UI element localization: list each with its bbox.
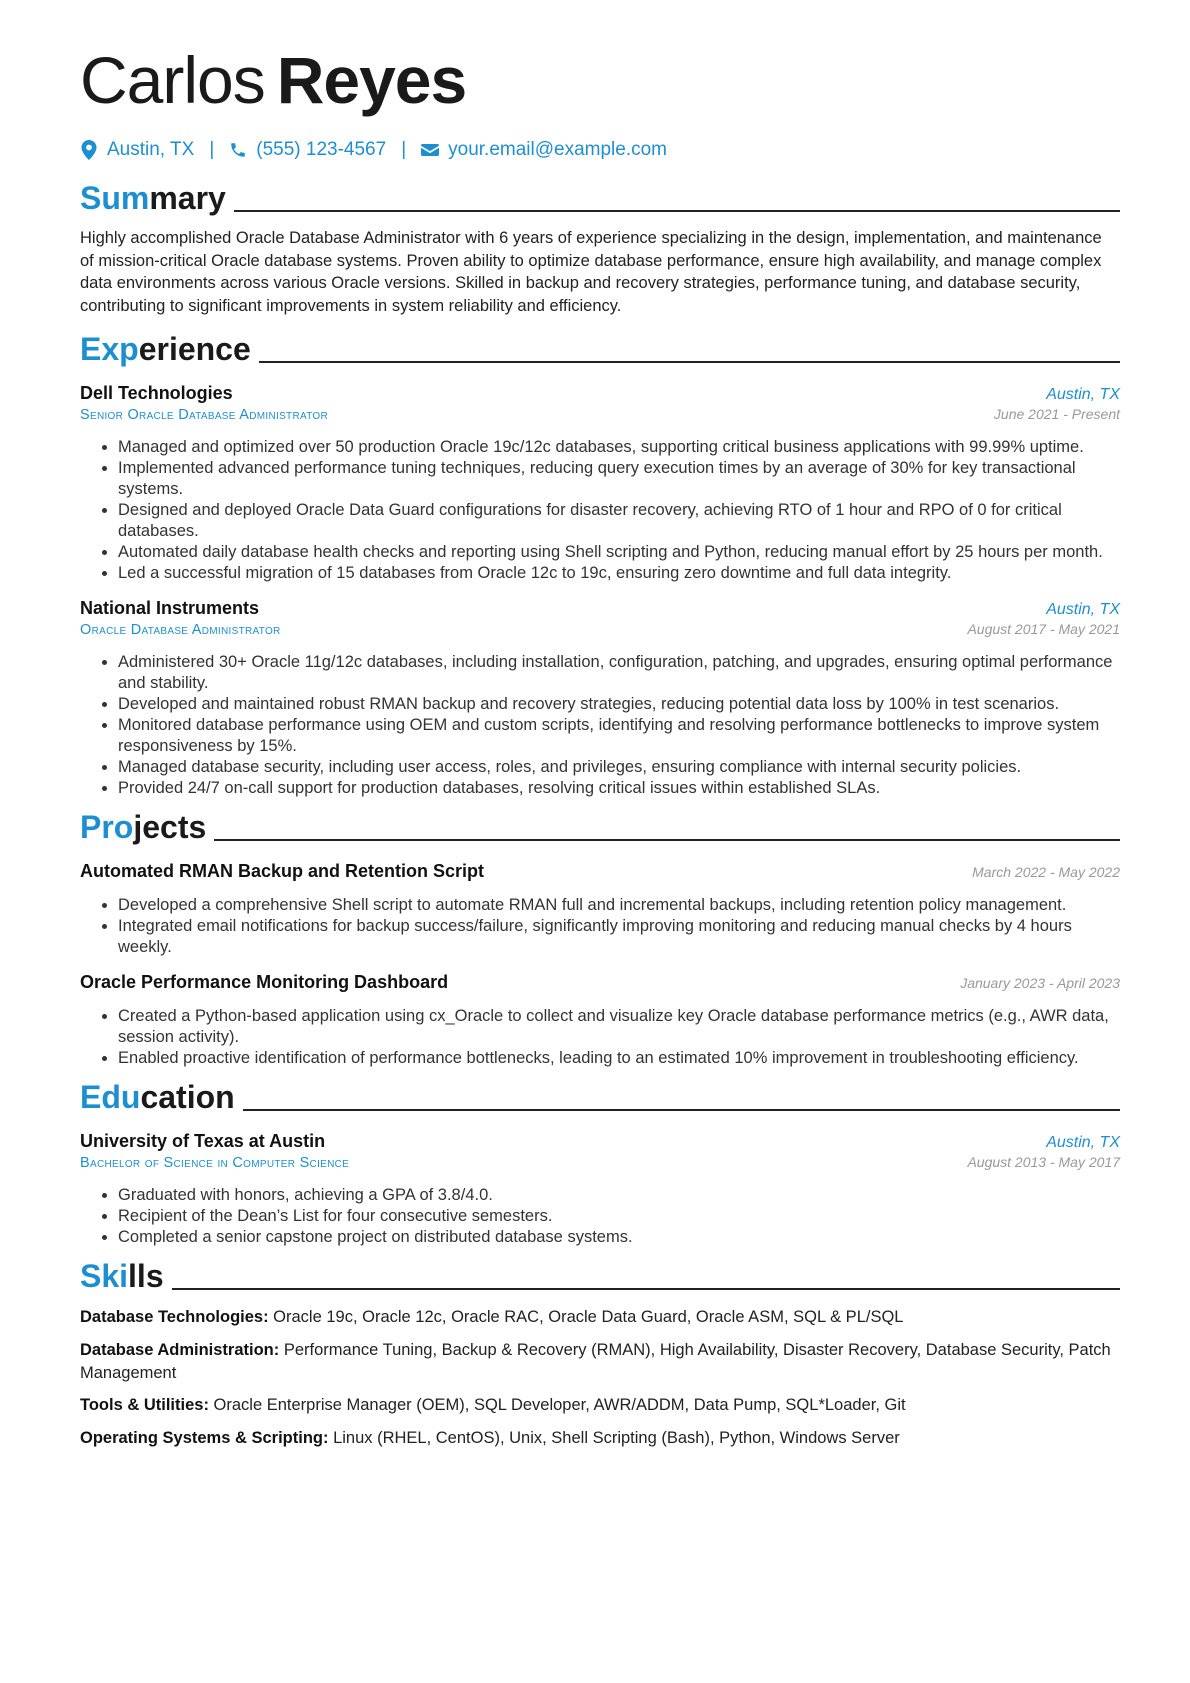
- project-bullets: [80, 895, 1120, 958]
- contact-phone[interactable]: [229, 139, 386, 161]
- candidate-name: [80, 40, 1120, 120]
- job-dates: August 2017 - May 2021: [967, 621, 1120, 638]
- last-name: Reyes: [276, 43, 467, 117]
- skill-values: Linux (RHEL, CentOS), Unix, Shell Scripting (Bash), Python, Windows Server: [333, 1428, 900, 1447]
- section-divider: [243, 1109, 1120, 1111]
- bullet-item: • Monitored database performance using OEM and custom scripts, identifying and resolving performance bottlenecks to improve system responsiveness by 15%.: [118, 715, 1120, 757]
- skill-category: Operating Systems & Scripting:: [80, 1428, 329, 1447]
- contact-separator: |: [209, 139, 215, 160]
- skill-row: [80, 1394, 1120, 1417]
- school-location: Austin, TX: [1046, 1134, 1120, 1152]
- skill-values: Oracle 19c, Oracle 12c, Oracle RAC, Oracle Data Guard, Oracle ASM, SQL & PL/SQL: [273, 1308, 904, 1327]
- project-entry: [80, 970, 1120, 1069]
- skill-row: [80, 1427, 1120, 1450]
- heading-rest: lls: [128, 1258, 164, 1295]
- section-summary-heading: [80, 176, 1120, 218]
- project-bullets: [80, 1006, 1120, 1069]
- bullet-item: • Integrated email notifications for backup success/failure, significantly improving monitoring and reducing manual checks by 4 hours weekly.: [118, 916, 1120, 958]
- heading-rest: cation: [140, 1079, 235, 1116]
- skill-values: Performance Tuning, Backup & Recovery (RMAN), High Availability, Disaster Recovery, Database Security, Patch Management: [80, 1340, 1111, 1382]
- degree-title: Bachelor of Science in Computer Science: [80, 1155, 350, 1172]
- section-education-heading: [80, 1075, 1120, 1117]
- section-experience-heading: [80, 327, 1120, 369]
- email-text: your.email@example.com: [448, 139, 667, 160]
- map-pin-icon: [80, 140, 98, 160]
- skill-category: Database Technologies:: [80, 1308, 269, 1327]
- envelope-icon: [421, 140, 439, 160]
- bullet-item: • Developed and maintained robust RMAN backup and recovery strategies, reducing potential data loss by 100% in test scenarios.: [118, 694, 1120, 715]
- section-divider: [172, 1288, 1120, 1290]
- job-bullets: [80, 437, 1120, 584]
- bullet-item: • Led a successful migration of 15 databases from Oracle 12c to 19c, ensuring zero downtime and full data integrity.: [118, 563, 1120, 584]
- contact-separator: |: [401, 139, 407, 160]
- section-projects-heading: [80, 805, 1120, 847]
- section-divider: [234, 210, 1120, 212]
- section-divider: [214, 839, 1120, 841]
- heading-rest: erience: [138, 331, 251, 368]
- phone-text: (555) 123-4567: [256, 139, 387, 160]
- first-name: Carlos: [80, 43, 265, 117]
- job-bullets: [80, 652, 1120, 799]
- project-title: Oracle Performance Monitoring Dashboard: [80, 972, 449, 993]
- project-entry: [80, 859, 1120, 958]
- bullet-item: • Managed database security, including user access, roles, and privileges, ensuring compliance with internal security policies.: [118, 757, 1120, 778]
- summary-text: Highly accomplished Oracle Database Administrator with 6 years of experience specializing in the design, implementation, and maintenance of mission-critical Oracle database systems. Proven ability to optimize database performance, ensure high availability, and manage complex data environments across various Oracle versions. Skilled in backup and recovery strategies, performance tuning, and database security, contributing to significant improvements in system reliability and efficiency.: [80, 229, 1102, 315]
- school-name: University of Texas at Austin: [80, 1131, 326, 1152]
- heading-accent: Edu: [80, 1079, 141, 1116]
- contact-email[interactable]: [421, 139, 667, 161]
- bullet-item: • Completed a senior capstone project on distributed database systems.: [118, 1227, 1120, 1248]
- heading-rest: jects: [133, 809, 207, 846]
- bullet-item: • Developed a comprehensive Shell script to automate RMAN full and incremental backups, including retention policy management.: [118, 895, 1120, 916]
- section-skills-heading: [80, 1254, 1120, 1296]
- heading-accent: Exp: [80, 331, 139, 368]
- job-dates: June 2021 - Present: [993, 406, 1120, 423]
- phone-icon: [229, 140, 247, 160]
- contact-location: [80, 139, 194, 161]
- job-location: Austin, TX: [1046, 386, 1120, 404]
- experience-entry: [80, 381, 1120, 584]
- company-name: National Instruments: [80, 598, 260, 619]
- project-dates: March 2022 - May 2022: [972, 864, 1120, 881]
- heading-accent: Sum: [80, 180, 150, 216]
- heading-accent: Ski: [80, 1258, 129, 1295]
- project-dates: January 2023 - April 2023: [960, 975, 1120, 992]
- bullet-item: • Implemented advanced performance tuning techniques, reducing query execution times by an average of 30% for key transactional systems.: [118, 458, 1120, 500]
- location-text: Austin, TX: [107, 139, 195, 160]
- bullet-item: • Managed and optimized over 50 production Oracle 19c/12c databases, supporting critical business applications with 99.99% uptime.: [118, 437, 1120, 458]
- bullet-item: • Created a Python-based application using cx_Oracle to collect and visualize key Oracle database performance metrics (e.g., AWR data, session activity).: [118, 1006, 1120, 1048]
- job-title: Oracle Database Administrator: [80, 622, 281, 639]
- contact-bar: [80, 136, 1120, 164]
- section-divider: [259, 361, 1120, 363]
- job-location: Austin, TX: [1046, 601, 1120, 619]
- experience-entry: [80, 596, 1120, 799]
- resume-page: [80, 40, 1120, 1449]
- skill-row: [80, 1306, 1120, 1329]
- bullet-item: • Administered 30+ Oracle 11g/12c databases, including installation, configuration, patching, and upgrades, ensuring optimal performance and stability.: [118, 652, 1120, 694]
- heading-rest: mary: [149, 180, 226, 216]
- skill-row: [80, 1339, 1120, 1384]
- company-name: Dell Technologies: [80, 383, 233, 404]
- bullet-item: • Automated daily database health checks and reporting using Shell scripting and Python, reducing manual effort by 25 hours per month.: [118, 542, 1120, 563]
- bullet-item: • Provided 24/7 on-call support for production databases, resolving critical issues within established SLAs.: [118, 778, 1120, 799]
- bullet-item: • Graduated with honors, achieving a GPA of 3.8/4.0.: [118, 1185, 1120, 1206]
- bullet-item: • Recipient of the Dean’s List for four consecutive semesters.: [118, 1206, 1120, 1227]
- education-bullets: [80, 1185, 1120, 1248]
- skill-category: Database Administration:: [80, 1340, 280, 1359]
- bullet-item: • Designed and deployed Oracle Data Guard configurations for disaster recovery, achieving RTO of 1 hour and RPO of 0 for critical databases.: [118, 500, 1120, 542]
- bullet-item: • Enabled proactive identification of performance bottlenecks, leading to an estimated 10% improvement in troubleshooting efficiency.: [118, 1048, 1120, 1069]
- skill-category: Tools & Utilities:: [80, 1396, 209, 1415]
- project-title: Automated RMAN Backup and Retention Script: [80, 861, 485, 882]
- skill-values: Oracle Enterprise Manager (OEM), SQL Developer, AWR/ADDM, Data Pump, SQL*Loader, Git: [213, 1396, 906, 1415]
- education-entry: [80, 1129, 1120, 1248]
- school-dates: August 2013 - May 2017: [967, 1154, 1120, 1171]
- job-title: Senior Oracle Database Administrator: [80, 407, 329, 424]
- heading-accent: Pro: [80, 809, 134, 846]
